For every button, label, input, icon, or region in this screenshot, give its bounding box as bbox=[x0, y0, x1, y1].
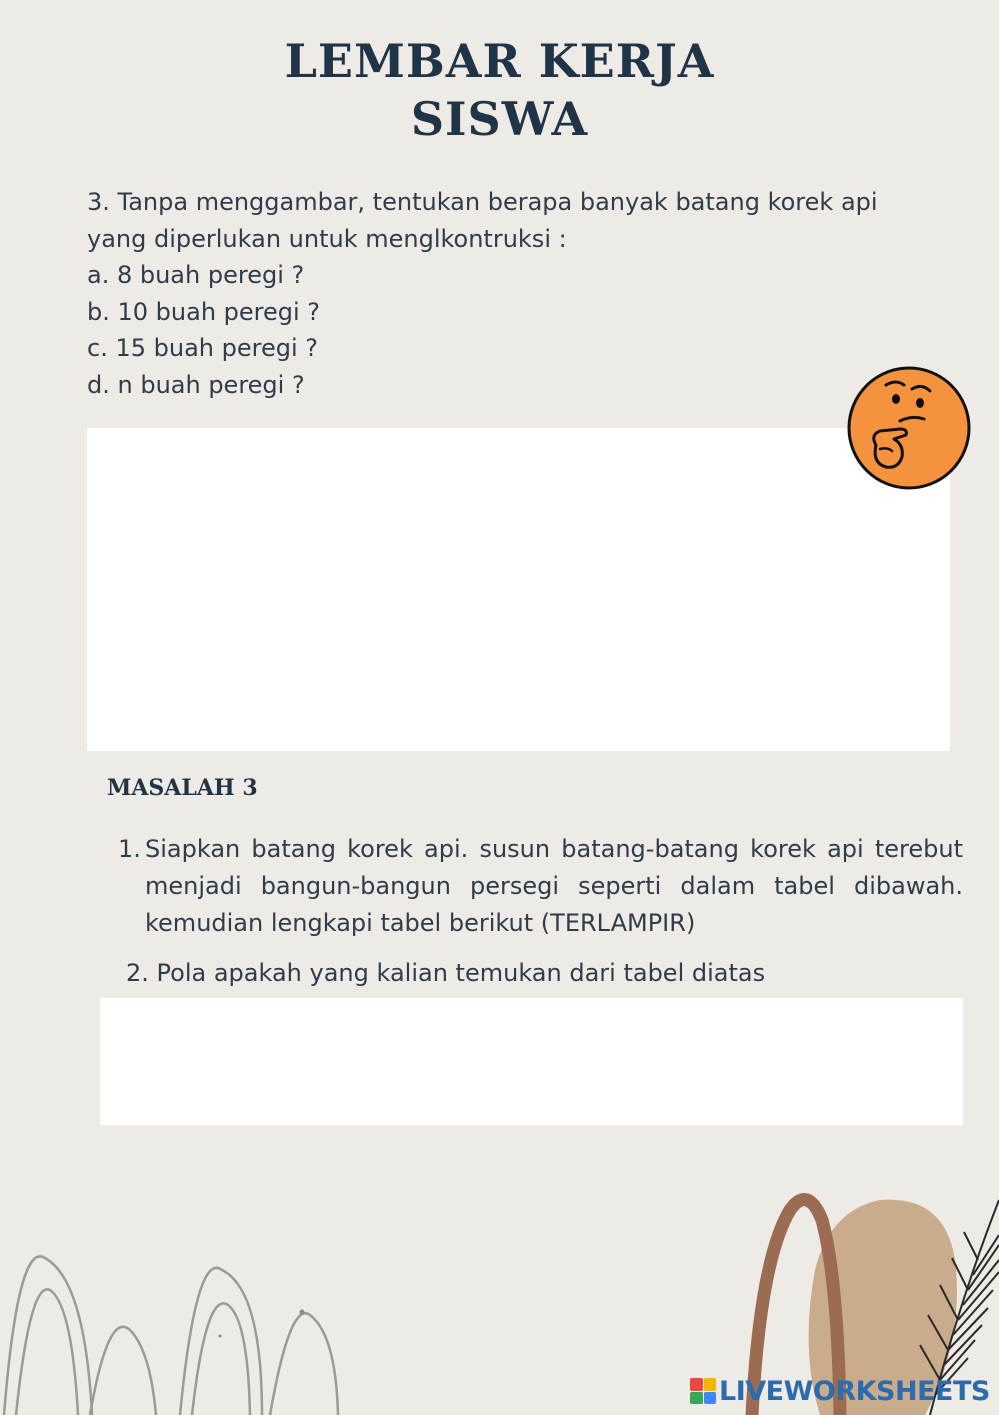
answer-box-question-3[interactable] bbox=[87, 428, 950, 751]
brand-name: LIVEWORKSHEETS bbox=[719, 1375, 990, 1407]
item-number: 1. bbox=[118, 835, 141, 863]
brand-watermark bbox=[690, 1373, 990, 1409]
title-line-2: SISWA bbox=[410, 92, 589, 146]
question-3 bbox=[87, 184, 937, 403]
title-line-1: LEMBAR KERJA bbox=[284, 34, 715, 88]
question-3-line: 3. Tanpa menggambar, tentukan berapa banyak batang korek api bbox=[87, 188, 878, 216]
instruction-item-1 bbox=[118, 831, 963, 942]
answer-box-masalah-3[interactable] bbox=[100, 998, 963, 1125]
instruction-item-2: 2. Pola apakah yang kalian temukan dari tabel diatas bbox=[126, 959, 766, 987]
question-3-option-c: c. 15 buah peregi ? bbox=[87, 334, 318, 362]
thinking-face-icon bbox=[846, 365, 972, 491]
question-3-line: yang diperlukan untuk menglkontruksi : bbox=[87, 224, 567, 253]
question-3-option-a: a. 8 buah peregi ? bbox=[87, 261, 305, 289]
question-3-option-b: b. 10 buah peregi ? bbox=[87, 297, 321, 326]
question-3-option-d: d. n buah peregi ? bbox=[87, 370, 305, 399]
liveworksheets-logo-icon bbox=[690, 1378, 716, 1404]
page-title bbox=[0, 32, 999, 148]
section-heading: MASALAH 3 bbox=[107, 775, 258, 801]
item-1-text: Siapkan batang korek api. susun batang-batang korek api terebut menjadi bangun-bangun persegi seperti dalam tabel dibawah. kemudian lengkapi tabel berikut (TERLAMPIR) bbox=[145, 835, 963, 937]
